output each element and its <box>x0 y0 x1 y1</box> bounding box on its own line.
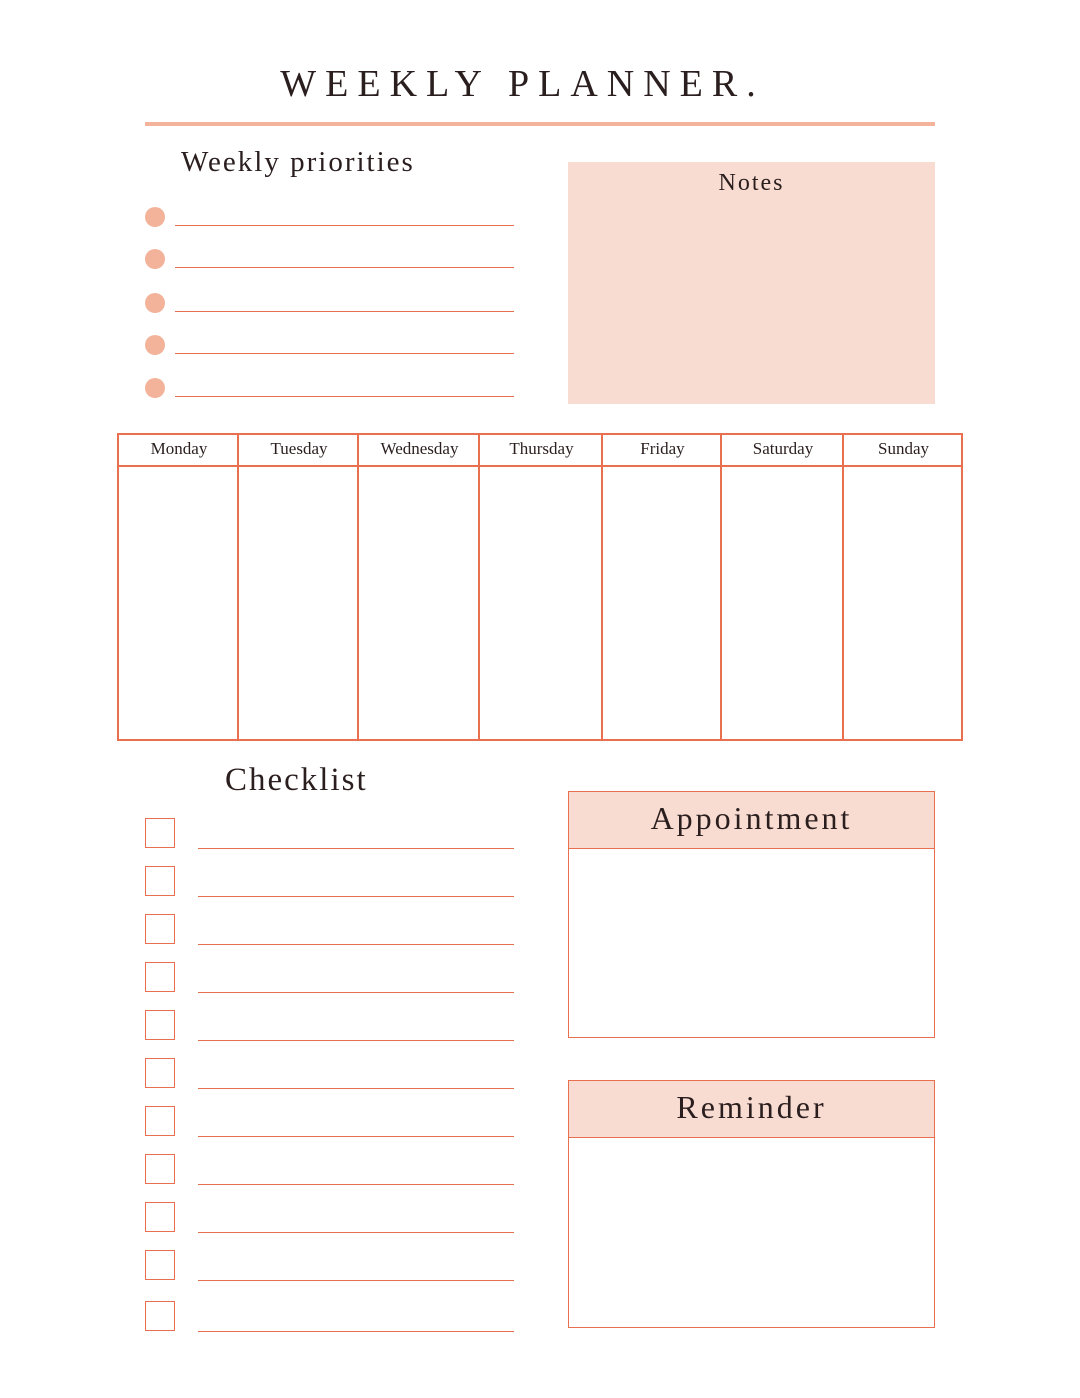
checklist-write-line[interactable] <box>198 1331 514 1332</box>
checkbox-icon[interactable] <box>145 962 175 992</box>
checkbox-icon[interactable] <box>145 866 175 896</box>
checklist-write-line[interactable] <box>198 1088 514 1089</box>
checklist-item[interactable] <box>145 1301 515 1333</box>
checklist-item[interactable] <box>145 1202 515 1234</box>
day-header-thursday: Thursday <box>509 439 574 458</box>
checklist-item[interactable] <box>145 1106 515 1138</box>
day-cell-sunday[interactable] <box>844 467 963 739</box>
notes-box[interactable] <box>568 162 935 404</box>
priority-item[interactable] <box>145 293 515 317</box>
checkbox-icon[interactable] <box>145 1106 175 1136</box>
checklist-write-line[interactable] <box>198 992 514 993</box>
title-divider <box>145 122 935 126</box>
priority-write-line[interactable] <box>175 225 514 226</box>
notes-title: Notes <box>718 170 785 196</box>
priority-write-line[interactable] <box>175 353 514 354</box>
checklist-write-line[interactable] <box>198 1232 514 1233</box>
checkbox-icon[interactable] <box>145 1010 175 1040</box>
checklist-write-line[interactable] <box>198 1040 514 1041</box>
checklist-write-line[interactable] <box>198 1184 514 1185</box>
checkbox-icon[interactable] <box>145 914 175 944</box>
checklist-item[interactable] <box>145 1010 515 1042</box>
checkbox-icon[interactable] <box>145 818 175 848</box>
day-cell-saturday[interactable] <box>722 467 844 739</box>
priority-write-line[interactable] <box>175 396 514 397</box>
bullet-dot-icon <box>145 335 165 355</box>
priority-write-line[interactable] <box>175 311 514 312</box>
bullet-dot-icon <box>145 293 165 313</box>
checklist-item[interactable] <box>145 1058 515 1090</box>
priority-item[interactable] <box>145 378 515 402</box>
checklist-item[interactable] <box>145 1250 515 1282</box>
priority-item[interactable] <box>145 335 515 359</box>
checklist-item[interactable] <box>145 866 515 898</box>
day-cell-wednesday[interactable] <box>359 467 480 739</box>
appointment-title: Appointment <box>569 792 934 849</box>
priority-item[interactable] <box>145 249 515 273</box>
day-header-friday: Friday <box>640 439 685 458</box>
page-title: WEEKLY PLANNER. <box>280 63 765 105</box>
day-cell-monday[interactable] <box>119 467 239 739</box>
checklist-write-line[interactable] <box>198 944 514 945</box>
priority-item[interactable] <box>145 207 515 231</box>
day-header-tuesday: Tuesday <box>270 439 328 458</box>
checkbox-icon[interactable] <box>145 1250 175 1280</box>
checklist-write-line[interactable] <box>198 848 514 849</box>
reminder-panel[interactable] <box>568 1080 935 1328</box>
weekly-calendar-table <box>117 433 963 741</box>
appointment-panel[interactable] <box>568 791 935 1038</box>
bullet-dot-icon <box>145 207 165 227</box>
checkbox-icon[interactable] <box>145 1301 175 1331</box>
checkbox-icon[interactable] <box>145 1058 175 1088</box>
checklist-item[interactable] <box>145 914 515 946</box>
day-header-wednesday: Wednesday <box>380 439 459 458</box>
bullet-dot-icon <box>145 249 165 269</box>
checklist-write-line[interactable] <box>198 1280 514 1281</box>
day-header-saturday: Saturday <box>752 439 814 458</box>
bullet-dot-icon <box>145 378 165 398</box>
day-cell-thursday[interactable] <box>480 467 603 739</box>
checklist-heading: Checklist <box>225 762 368 798</box>
checkbox-icon[interactable] <box>145 1154 175 1184</box>
day-cell-tuesday[interactable] <box>239 467 359 739</box>
checklist-write-line[interactable] <box>198 1136 514 1137</box>
checklist-item[interactable] <box>145 1154 515 1186</box>
reminder-title: Reminder <box>569 1081 934 1138</box>
priority-write-line[interactable] <box>175 267 514 268</box>
day-header-sunday: Sunday <box>878 439 929 458</box>
day-cell-friday[interactable] <box>603 467 722 739</box>
priorities-heading: Weekly priorities <box>181 146 415 178</box>
checklist-item[interactable] <box>145 818 515 850</box>
checklist-write-line[interactable] <box>198 896 514 897</box>
checkbox-icon[interactable] <box>145 1202 175 1232</box>
day-header-monday: Monday <box>150 439 208 458</box>
checklist-item[interactable] <box>145 962 515 994</box>
